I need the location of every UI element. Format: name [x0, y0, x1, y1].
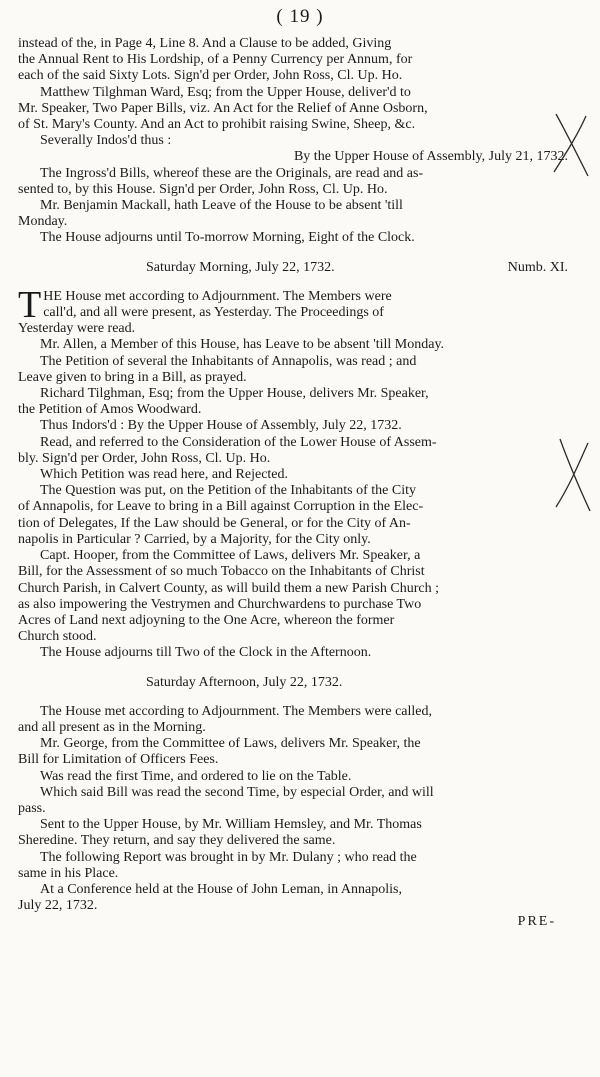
- text-line: each of the said Sixty Lots. Sign'd per Order, John Ross, Cl. Up. Ho.: [18, 68, 403, 84]
- text-line: sented to, by this House. Sign'd per Order, John Ross, Cl. Up. Ho.: [18, 181, 388, 197]
- text-line: of Annapolis, for Leave to bring in a Bill against Corruption in the Elec-: [18, 499, 424, 515]
- text-line: Which Petition was read here, and Rejected.: [40, 467, 289, 483]
- text-line: of St. Mary's County. And an Act to prohibit raising Swine, Sheep, &c.: [18, 117, 416, 133]
- text-line: Sent to the Upper House, by Mr. William Hemsley, and Mr. Thomas: [40, 817, 422, 833]
- text-line: Church stood.: [18, 629, 97, 645]
- text-line: Monday.: [18, 214, 68, 230]
- drop-cap: T: [18, 283, 42, 326]
- text-line: the Annual Rent to His Lordship, of a Penny Currency per Annum, for: [18, 52, 413, 68]
- text-line: Yesterday were read.: [18, 321, 136, 337]
- text-line: Leave given to bring in a Bill, as prayed.: [18, 369, 247, 385]
- text-line: bly. Sign'd per Order, John Ross, Cl. Up. Ho.: [18, 450, 271, 466]
- text-line: Severally Indos'd thus :: [40, 133, 172, 149]
- text-line: The House met according to Adjournment. The Members were called,: [40, 703, 433, 719]
- text-line: Acres of Land next adjoyning to the One Acre, whereon the former: [18, 612, 395, 628]
- text-line: Which said Bill was read the second Time, by especial Order, and will: [40, 784, 434, 800]
- text-line: instead of the, in Page 4, Line 8. And a Clause to be added, Giving: [18, 36, 392, 51]
- endorsement-line: By the Upper House of Assembly, July 21, 1732.: [293, 149, 568, 165]
- text-line: Bill for Limitation of Officers Fees.: [18, 752, 219, 768]
- text-line: The House adjourns till Two of the Clock in the Afternoon.: [40, 645, 372, 661]
- section-heading-morning: [18, 260, 570, 276]
- text-line: HE House met according to Adjournment. The Members were: [43, 288, 392, 304]
- text-line: Capt. Hooper, from the Committee of Laws, delivers Mr. Speaker, a: [40, 548, 421, 564]
- text-line: napolis in Particular ? Carried, by a Majority, for the City only.: [18, 531, 371, 547]
- text-line: The Question was put, on the Petition of the Inhabitants of the City: [40, 483, 416, 499]
- text-line: the Petition of Amos Woodward.: [18, 402, 202, 418]
- text-line: same in his Place.: [18, 865, 119, 881]
- section-heading-afternoon: Saturday Afternoon, July 22, 1732.: [146, 674, 343, 690]
- text-line: Was read the first Time, and ordered to lie on the Table.: [40, 768, 352, 784]
- text-line: Mr. Allen, a Member of this House, has Leave to be absent 'till Monday.: [40, 337, 445, 353]
- page-text: [18, 36, 570, 931]
- text-line: Sheredine. They return, and say they delivered the same.: [18, 833, 336, 849]
- text-line: and all present as in the Morning.: [18, 719, 206, 735]
- text-line: pass.: [18, 800, 46, 816]
- text-line: Richard Tilghman, Esq; from the Upper House, delivers Mr. Speaker,: [40, 386, 429, 402]
- text-line: tion of Delegates, If the Law should be General, or for the City of An-: [18, 515, 411, 531]
- text-line: At a Conference held at the House of John Leman, in Annapolis,: [40, 881, 402, 897]
- text-line: Matthew Tilghman Ward, Esq; from the Upper House, deliver'd to: [40, 84, 411, 100]
- text-line: The Ingross'd Bills, whereof these are the Originals, are read and as-: [40, 165, 424, 181]
- catchword: PRE-: [517, 914, 556, 930]
- page-number: ( 19 ): [276, 6, 324, 27]
- heading-date: Saturday Morning, July 22, 1732.: [146, 259, 335, 275]
- text-line: Read, and referred to the Consideration of the Lower House of Assem-: [40, 434, 437, 450]
- text-line: Thus Indors'd : By the Upper House of Assembly, July 22, 1732.: [40, 418, 402, 434]
- text-line: Mr. Speaker, Two Paper Bills, viz. An Act for the Relief of Anne Osborn,: [18, 100, 428, 116]
- margin-x-mark-icon: [548, 110, 596, 180]
- text-line: The following Report was brought in by Mr. Dulany ; who read the: [40, 849, 417, 865]
- text-line: as also impowering the Vestrymen and Churchwardens to purchase Two: [18, 596, 422, 612]
- text-line: Church Parish, in Calvert County, as will build them a new Parish Church ;: [18, 580, 439, 596]
- text-line: July 22, 1732.: [18, 898, 98, 914]
- text-line: Bill, for the Assessment of so much Tobacco on the Inhabitants of Christ: [18, 564, 425, 580]
- margin-x-mark-icon: [548, 435, 596, 515]
- text-line: Mr. Benjamin Mackall, hath Leave of the House to be absent 'till: [40, 198, 403, 214]
- heading-number: Numb. XI.: [507, 259, 568, 275]
- text-line: The Petition of several the Inhabitants of Annapolis, was read ; and: [40, 353, 417, 369]
- text-line: The House adjourns until To-morrow Morning, Eight of the Clock.: [40, 230, 415, 246]
- text-line: call'd, and all were present, as Yesterday. The Proceedings of: [43, 305, 384, 321]
- text-line: Mr. George, from the Committee of Laws, delivers Mr. Speaker, the: [40, 736, 421, 752]
